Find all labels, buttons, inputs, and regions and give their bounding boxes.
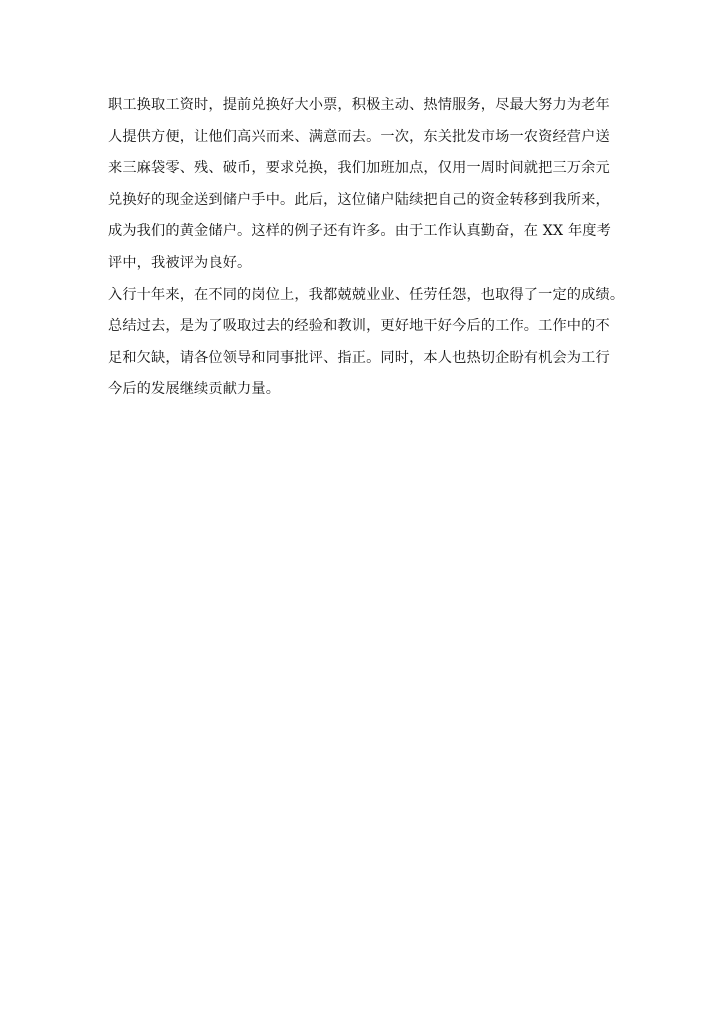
text-line: 评中，我被评为良好。 (108, 254, 252, 271)
paragraph-1 (108, 90, 628, 280)
text-line: 成为我们的黄金储户。这样的例子还有许多。由于工作认真勤奋，在 XX 年度考 (108, 223, 611, 240)
text-line: 人提供方便，让他们高兴而来、满意而去。一次，东关批发市场一农资经营户送 (108, 128, 610, 145)
text-line: 今后的发展继续贡献力量。 (108, 381, 281, 398)
text-line: 总结过去，是为了吸取过去的经验和教训，更好地干好今后的工作。工作中的不 (108, 318, 610, 335)
text-line: 足和欠缺，请各位领导和同事批评、指正。同时，本人也热切企盼有机会为工行 (108, 349, 610, 366)
document-body (108, 90, 628, 406)
text-line: 兑换好的现金送到储户手中。此后，这位储户陆续把自己的资金转移到我所来， (108, 191, 610, 208)
text-line: 职工换取工资时，提前兑换好大小票，积极主动、热情服务，尽最大努力为老年 (108, 97, 610, 113)
text-line: 来三麻袋零、残、破币，要求兑换，我们加班加点，仅用一周时间就把三万余元 (108, 160, 610, 177)
text-line: 入行十年来，在不同的岗位上，我都兢兢业业、任劳任怨，也取得了一定的成绩。 (108, 286, 625, 303)
paragraph-2 (108, 280, 628, 406)
